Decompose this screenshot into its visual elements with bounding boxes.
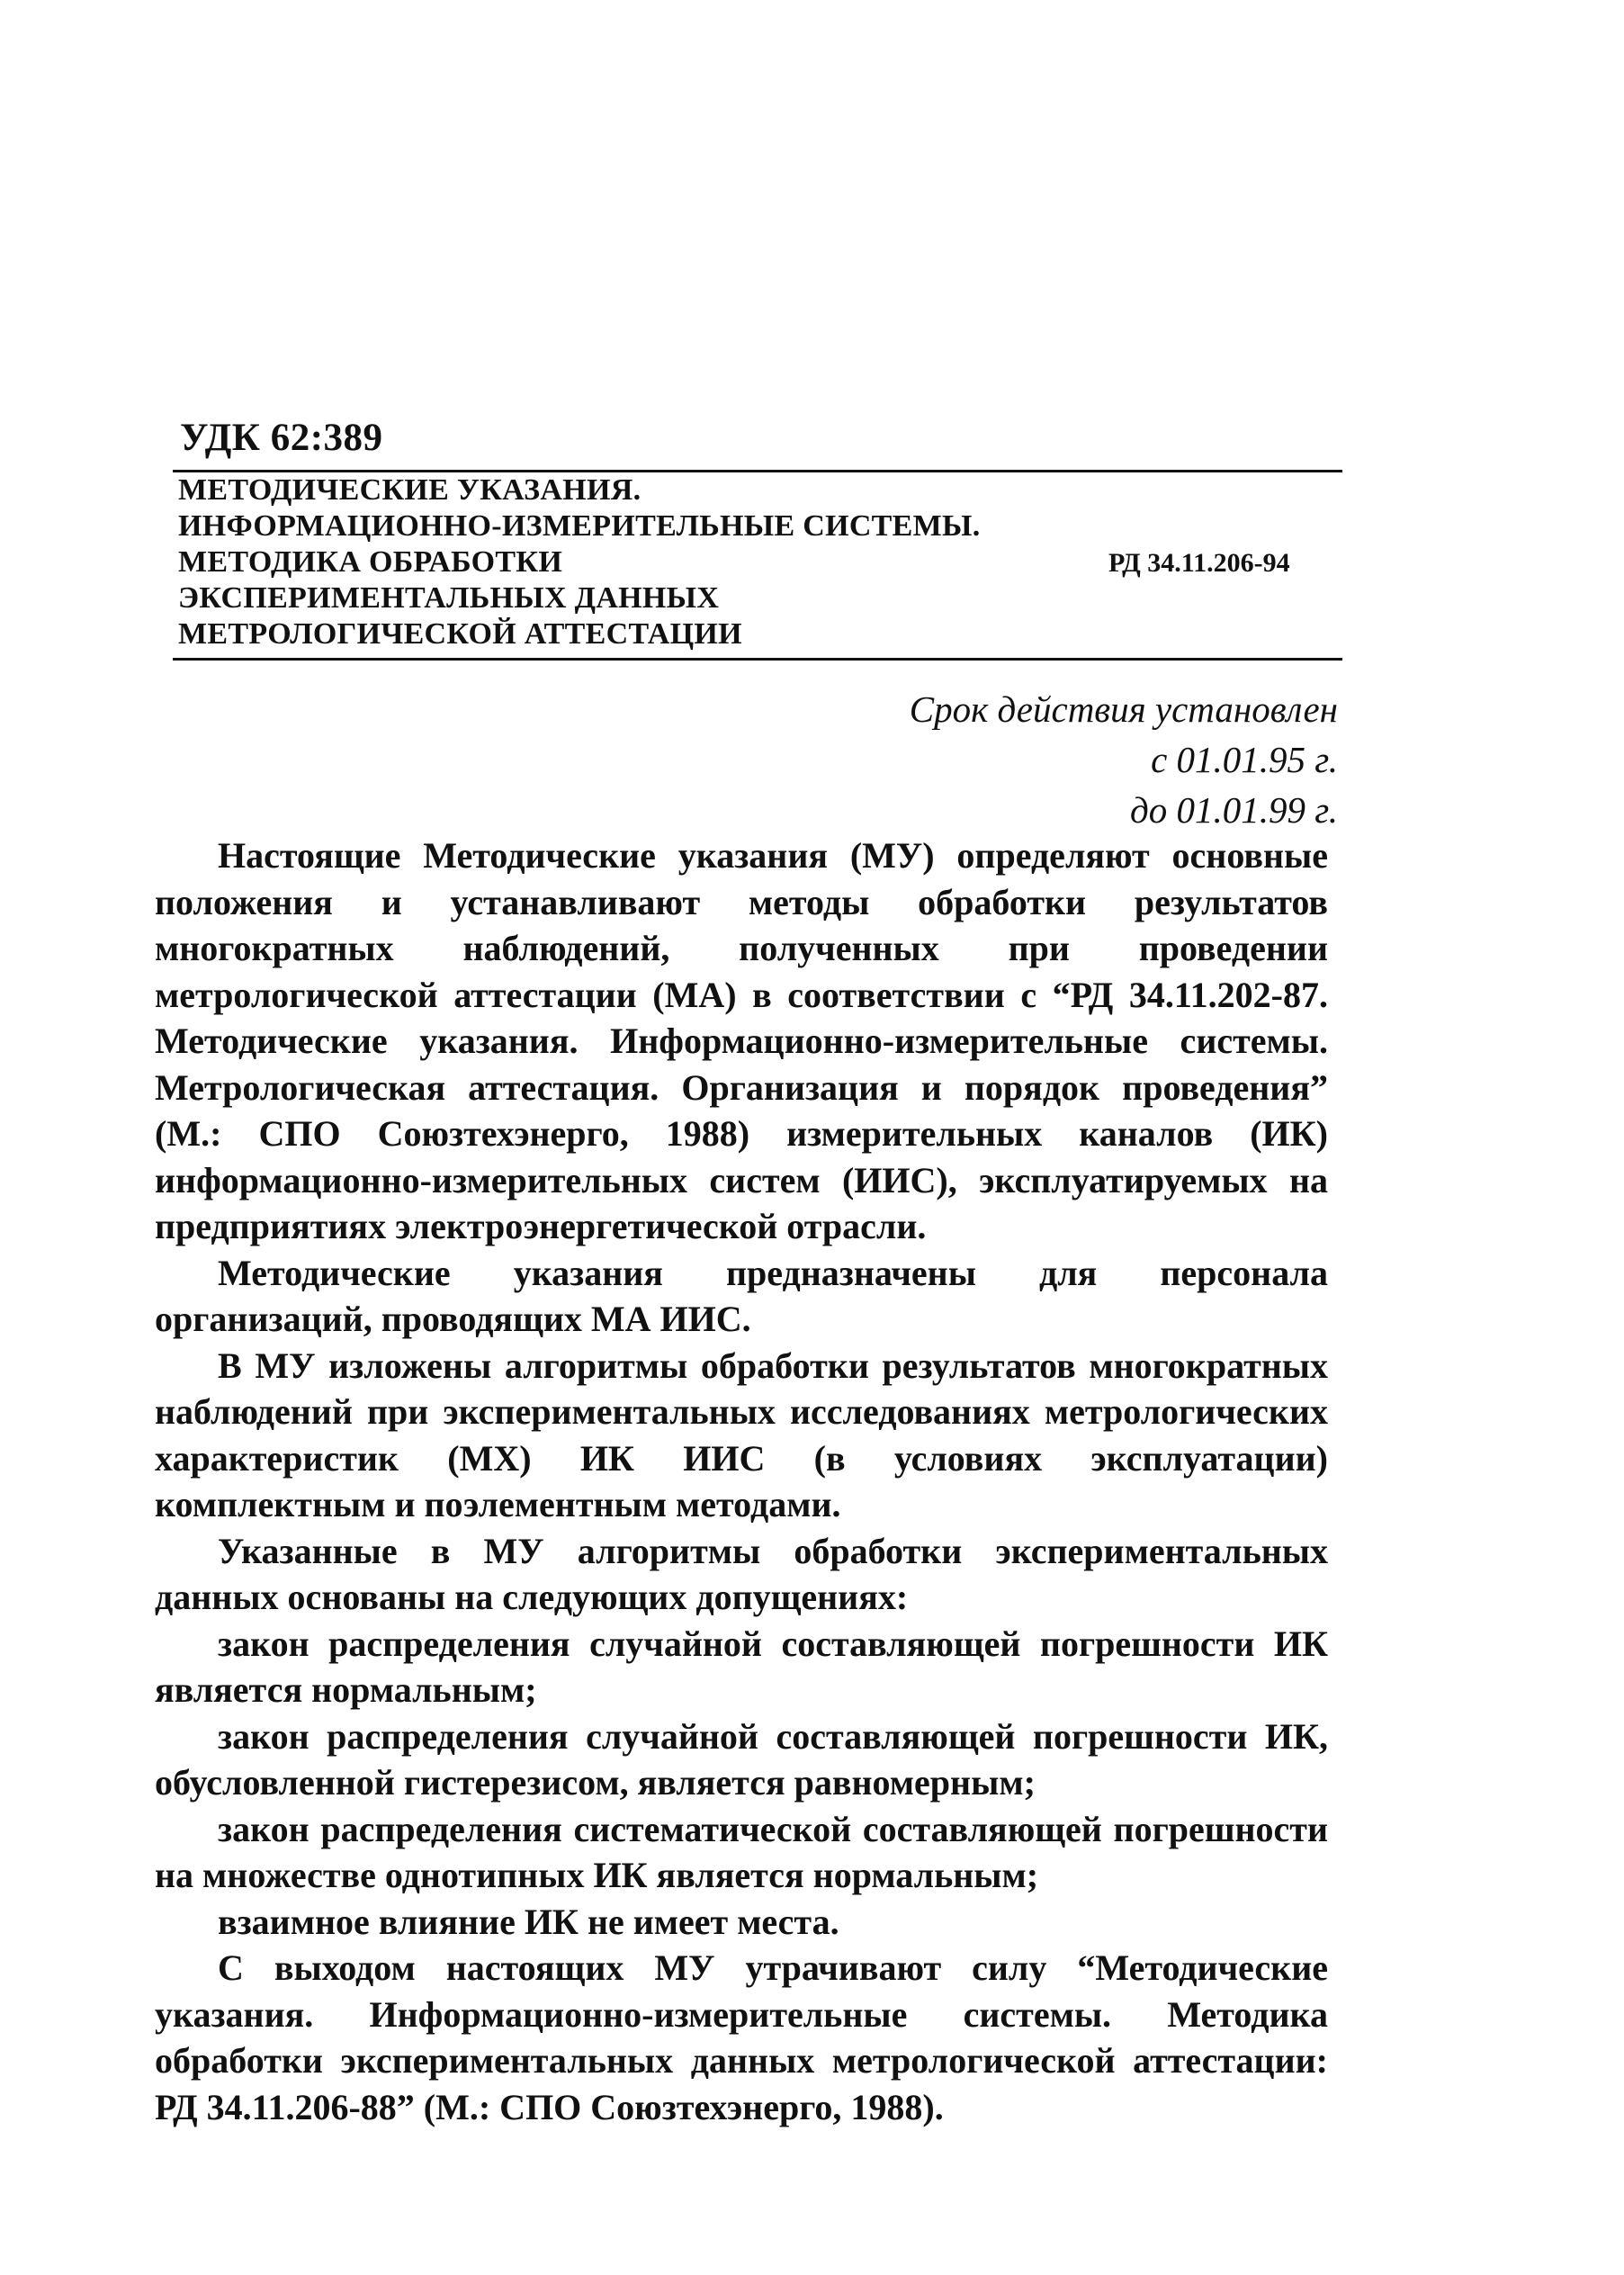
assumption-item: закон распределения случайной составляющей погрешности ИК, обусловленной гистерезисом, является равномерным; [155,1715,1328,1803]
paragraph: В МУ изложены алгоритмы обработки результатов многократных наблюдений при экспериментальных исследованиях метрологических характеристик (МХ) ИК ИИС (в условиях эксплуатации) комплектным и поэлементным методами. [155,1344,1328,1524]
title-bottom-rule [173,658,1342,661]
paragraph: Указанные в МУ алгоритмы обработки экспериментальных данных основаны на следующих допущениях: [155,1530,1328,1617]
validity-start: с 01.01.95 г. [1151,739,1338,780]
paragraph: С выходом настоящих МУ утрачивают силу “Методические указания. Информационно-измерительные системы. Методика обработки экспериментальных данных метрологической аттестации: РД 34.11.206-88” (М.: СПО Союзтехэнерго, 1988). [155,1947,1328,2127]
validity-period [910,684,1338,835]
paragraph: Методические указания предназначены для персонала организаций, проводящих МА ИИС. [155,1252,1328,1339]
document-code: РД 34.11.206-94 [1108,548,1290,578]
body-text [155,832,1328,2130]
title-line: МЕТОДИКА ОБРАБОТКИ [178,545,563,579]
assumption-item: закон распределения систематической составляющей погрешности на множестве однотипных ИК является нормальным; [155,1808,1328,1895]
assumption-item: закон распределения случайной составляющей погрешности ИК является нормальным; [155,1623,1328,1710]
validity-label: Срок действия установлен [909,688,1338,730]
title-line: ИНФОРМАЦИОННО-ИЗМЕРИТЕЛЬНЫЕ СИСТЕМЫ. [178,509,981,543]
udk-code: УДК 62:389 [180,417,383,459]
title-line: МЕТРОЛОГИЧЕСКОЙ АТТЕСТАЦИИ [178,617,742,651]
document-title [178,472,988,652]
title-line: ЭКСПЕРИМЕНТАЛЬНЫХ ДАННЫХ [178,581,720,615]
title-line: МЕТОДИЧЕСКИЕ УКАЗАНИЯ. [178,473,642,507]
validity-end: до 01.01.99 г. [1130,789,1338,831]
paragraph: Настоящие Методические указания (МУ) определяют основные положения и устанавливают методы обработки результатов многократных наблюдений, полученных при проведении метрологической аттестации (МА) в соответствии с “РД 34.11.202-87. Методические указания. Информационно-измерительные системы. Метрологическая аттестация. Организация и порядок проведения” (М.: СПО Союзтехэнерго, 1988) измерительных каналов (ИК) информационно-измерительных систем (ИИС), эксплуатируемых на предприятиях электроэнергетической отрасли. [155,835,1328,1246]
assumption-item: взаимное влияние ИК не имеет места. [218,1901,839,1942]
